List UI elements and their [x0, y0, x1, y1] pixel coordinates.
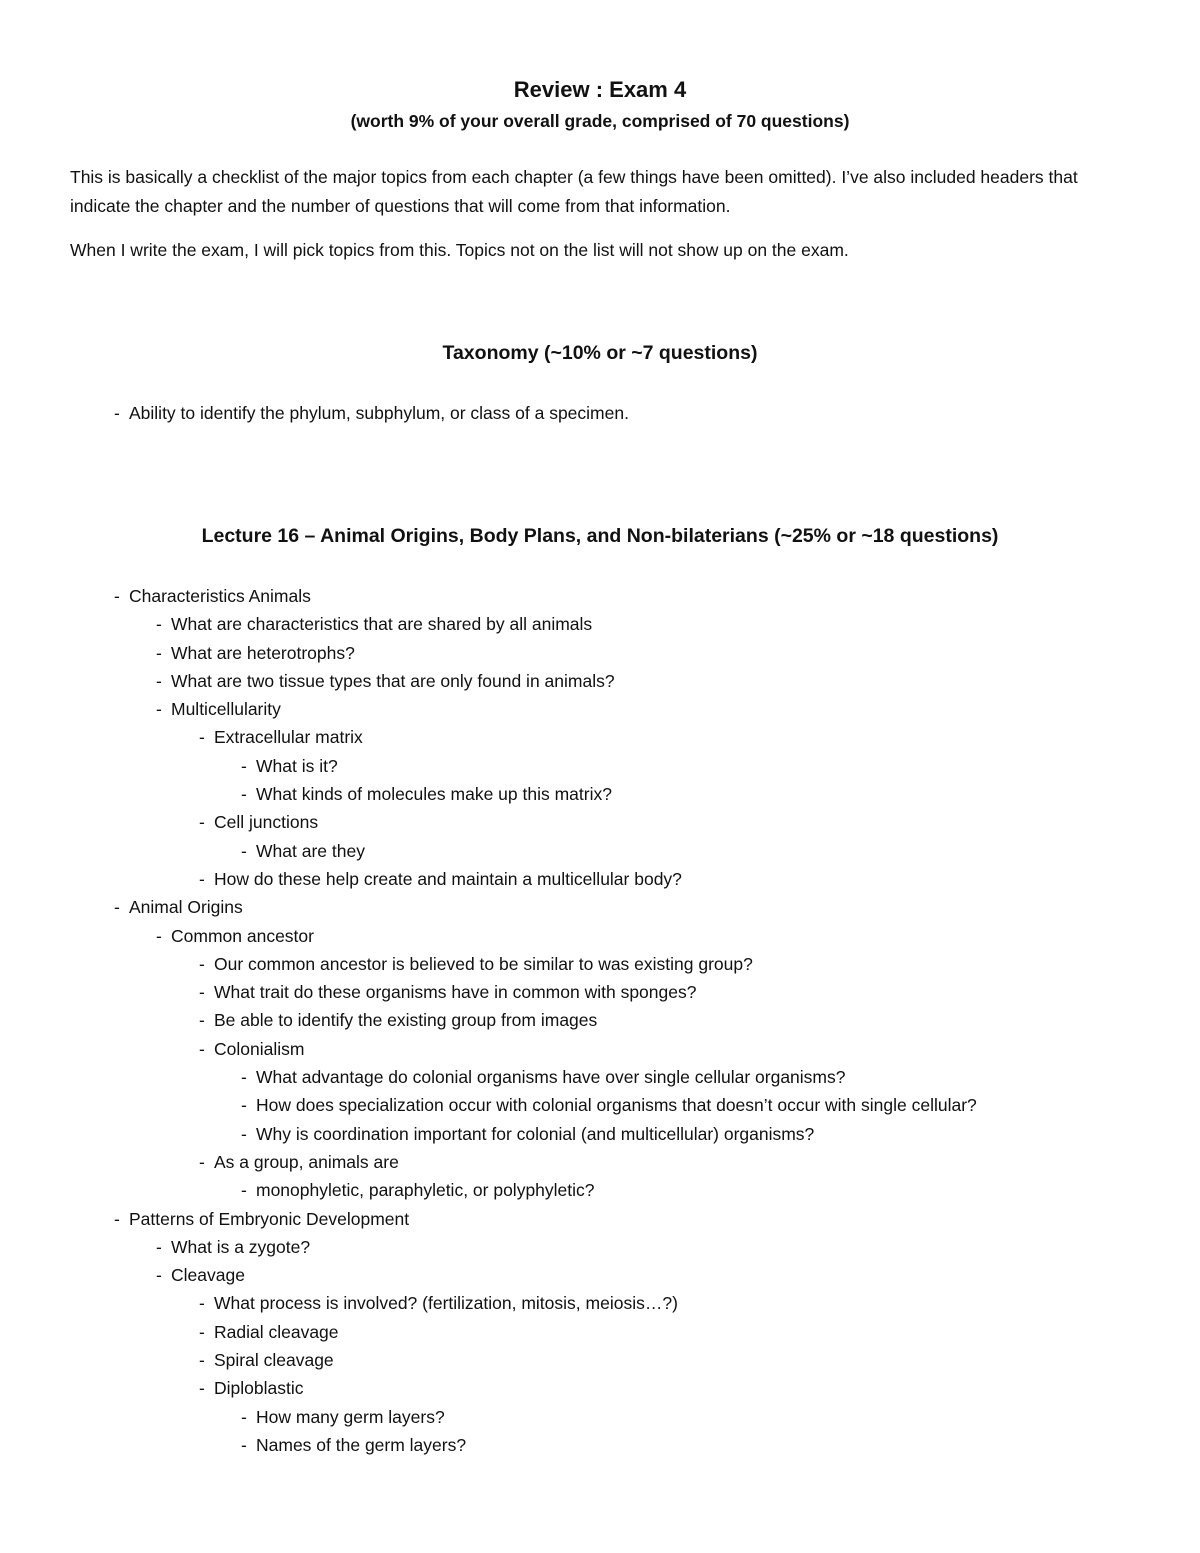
- list-item: [0, 667, 1200, 695]
- list-item-text: What is it?: [256, 755, 338, 776]
- bullet-dash: -: [199, 812, 205, 833]
- bullet-dash: -: [156, 670, 162, 691]
- intro-paragraph-1: This is basically a checklist of the major topics from each chapter (a few things have been omitted). I’ve also included headers that indicate the chapter and the number of questions that will come from that information.: [70, 167, 1078, 216]
- topic-list-taxonomy: [0, 399, 1200, 427]
- bullet-dash: -: [199, 1151, 205, 1172]
- list-item: [0, 1318, 1200, 1346]
- bullet-dash: -: [156, 614, 162, 635]
- bullet-dash: -: [199, 1038, 205, 1059]
- document-subtitle: (worth 9% of your overall grade, comprised of 70 questions): [350, 111, 850, 131]
- list-item: [0, 1035, 1200, 1063]
- bullet-dash: -: [156, 1265, 162, 1286]
- list-item: [0, 808, 1200, 836]
- bullet-dash: -: [114, 403, 120, 423]
- list-item-text: Animal Origins: [129, 897, 243, 918]
- list-item-text: Names of the germ layers?: [256, 1434, 467, 1455]
- section-heading-taxonomy: Taxonomy (~10% or ~7 questions): [442, 342, 758, 364]
- bullet-dash: -: [199, 1378, 205, 1399]
- list-item: [0, 978, 1200, 1006]
- list-item-text: What process is involved? (fertilization, mitosis, meiosis…?): [214, 1293, 678, 1314]
- bullet-dash: -: [156, 699, 162, 720]
- list-item-text: Spiral cleavage: [214, 1350, 334, 1371]
- list-item: [0, 610, 1200, 638]
- list-item-text: What are heterotrophs?: [171, 642, 355, 663]
- list-item-text: Our common ancestor is believed to be similar to was existing group?: [214, 953, 753, 974]
- list-item: [0, 922, 1200, 950]
- bullet-dash: -: [156, 925, 162, 946]
- bullet-dash: -: [114, 586, 120, 606]
- list-item-text: Common ancestor: [171, 925, 314, 946]
- list-item: [0, 1205, 1200, 1233]
- list-item: [0, 1063, 1200, 1091]
- bullet-dash: -: [241, 1434, 247, 1455]
- list-item: [0, 837, 1200, 865]
- list-item: [0, 865, 1200, 893]
- list-item: [0, 1261, 1200, 1289]
- bullet-dash: -: [241, 755, 247, 776]
- bullet-dash: -: [241, 1406, 247, 1427]
- list-item-text: Colonialism: [214, 1038, 305, 1059]
- list-item: [0, 893, 1200, 921]
- list-item-text: monophyletic, paraphyletic, or polyphyletic?: [256, 1180, 595, 1201]
- section-heading-lecture-16: Lecture 16 – Animal Origins, Body Plans, and Non-bilaterians (~25% or ~18 questions): [201, 525, 999, 547]
- list-item-text: Radial cleavage: [214, 1321, 339, 1342]
- bullet-dash: -: [241, 1067, 247, 1088]
- list-item-text: What kinds of molecules make up this matrix?: [256, 784, 612, 805]
- list-item: [0, 639, 1200, 667]
- list-item-text: Cell junctions: [214, 812, 319, 833]
- bullet-dash: -: [241, 1123, 247, 1144]
- bullet-dash: -: [114, 897, 120, 918]
- list-item: [0, 1148, 1200, 1176]
- list-item-text: Be able to identify the existing group from images: [214, 1010, 598, 1031]
- list-item-text: How do these help create and maintain a multicellular body?: [214, 868, 682, 889]
- list-item-text: What are characteristics that are shared by all animals: [171, 614, 593, 635]
- topic-list-lecture-16: [0, 582, 1200, 1459]
- list-item-text: As a group, animals are: [214, 1151, 399, 1172]
- list-item-text: Extracellular matrix: [214, 727, 363, 748]
- list-item-text: Characteristics Animals: [129, 586, 311, 606]
- list-item-text: Ability to identify the phylum, subphylum, or class of a specimen.: [129, 403, 629, 423]
- bullet-dash: -: [199, 727, 205, 748]
- list-item: [0, 1374, 1200, 1402]
- list-item-text: Diploblastic: [214, 1378, 304, 1399]
- list-item-text: How many germ layers?: [256, 1406, 445, 1427]
- list-item-text: Multicellularity: [171, 699, 281, 720]
- list-item: [0, 780, 1200, 808]
- bullet-dash: -: [199, 868, 205, 889]
- bullet-dash: -: [199, 1350, 205, 1371]
- bullet-dash: -: [156, 642, 162, 663]
- intro-paragraph-2: When I write the exam, I will pick topics from this. Topics not on the list will not show up on the exam.: [70, 240, 849, 260]
- bullet-dash: -: [199, 982, 205, 1003]
- list-item-text: What is a zygote?: [171, 1236, 311, 1257]
- bullet-dash: -: [114, 1208, 120, 1229]
- list-item-text: What are two tissue types that are only found in animals?: [171, 670, 615, 691]
- list-item: [0, 582, 1200, 610]
- bullet-dash: -: [241, 784, 247, 805]
- list-item: [0, 752, 1200, 780]
- list-item-text: What trait do these organisms have in common with sponges?: [214, 982, 697, 1003]
- list-item: [0, 1233, 1200, 1261]
- list-item-text: What advantage do colonial organisms have over single cellular organisms?: [256, 1067, 846, 1088]
- list-item: [0, 1403, 1200, 1431]
- list-item-text: What are they: [256, 840, 365, 861]
- document-title: Review : Exam 4: [513, 77, 687, 102]
- list-item-text: Why is coordination important for colonial (and multicellular) organisms?: [256, 1123, 815, 1144]
- list-item: [0, 695, 1200, 723]
- list-item: [0, 1006, 1200, 1034]
- list-item: [0, 1120, 1200, 1148]
- list-item: [0, 1431, 1200, 1459]
- list-item: [0, 950, 1200, 978]
- list-item: [0, 723, 1200, 751]
- bullet-dash: -: [241, 840, 247, 861]
- bullet-dash: -: [241, 1095, 247, 1116]
- list-item: [0, 1091, 1200, 1119]
- list-item: [0, 399, 1200, 427]
- bullet-dash: -: [199, 1293, 205, 1314]
- bullet-dash: -: [241, 1180, 247, 1201]
- bullet-dash: -: [156, 1236, 162, 1257]
- list-item: [0, 1346, 1200, 1374]
- bullet-dash: -: [199, 953, 205, 974]
- list-item-text: How does specialization occur with colonial organisms that doesn’t occur with single cellular?: [256, 1095, 977, 1116]
- list-item: [0, 1289, 1200, 1317]
- list-item: [0, 1176, 1200, 1204]
- bullet-dash: -: [199, 1010, 205, 1031]
- list-item-text: Patterns of Embryonic Development: [129, 1208, 410, 1229]
- list-item-text: Cleavage: [171, 1265, 245, 1286]
- bullet-dash: -: [199, 1321, 205, 1342]
